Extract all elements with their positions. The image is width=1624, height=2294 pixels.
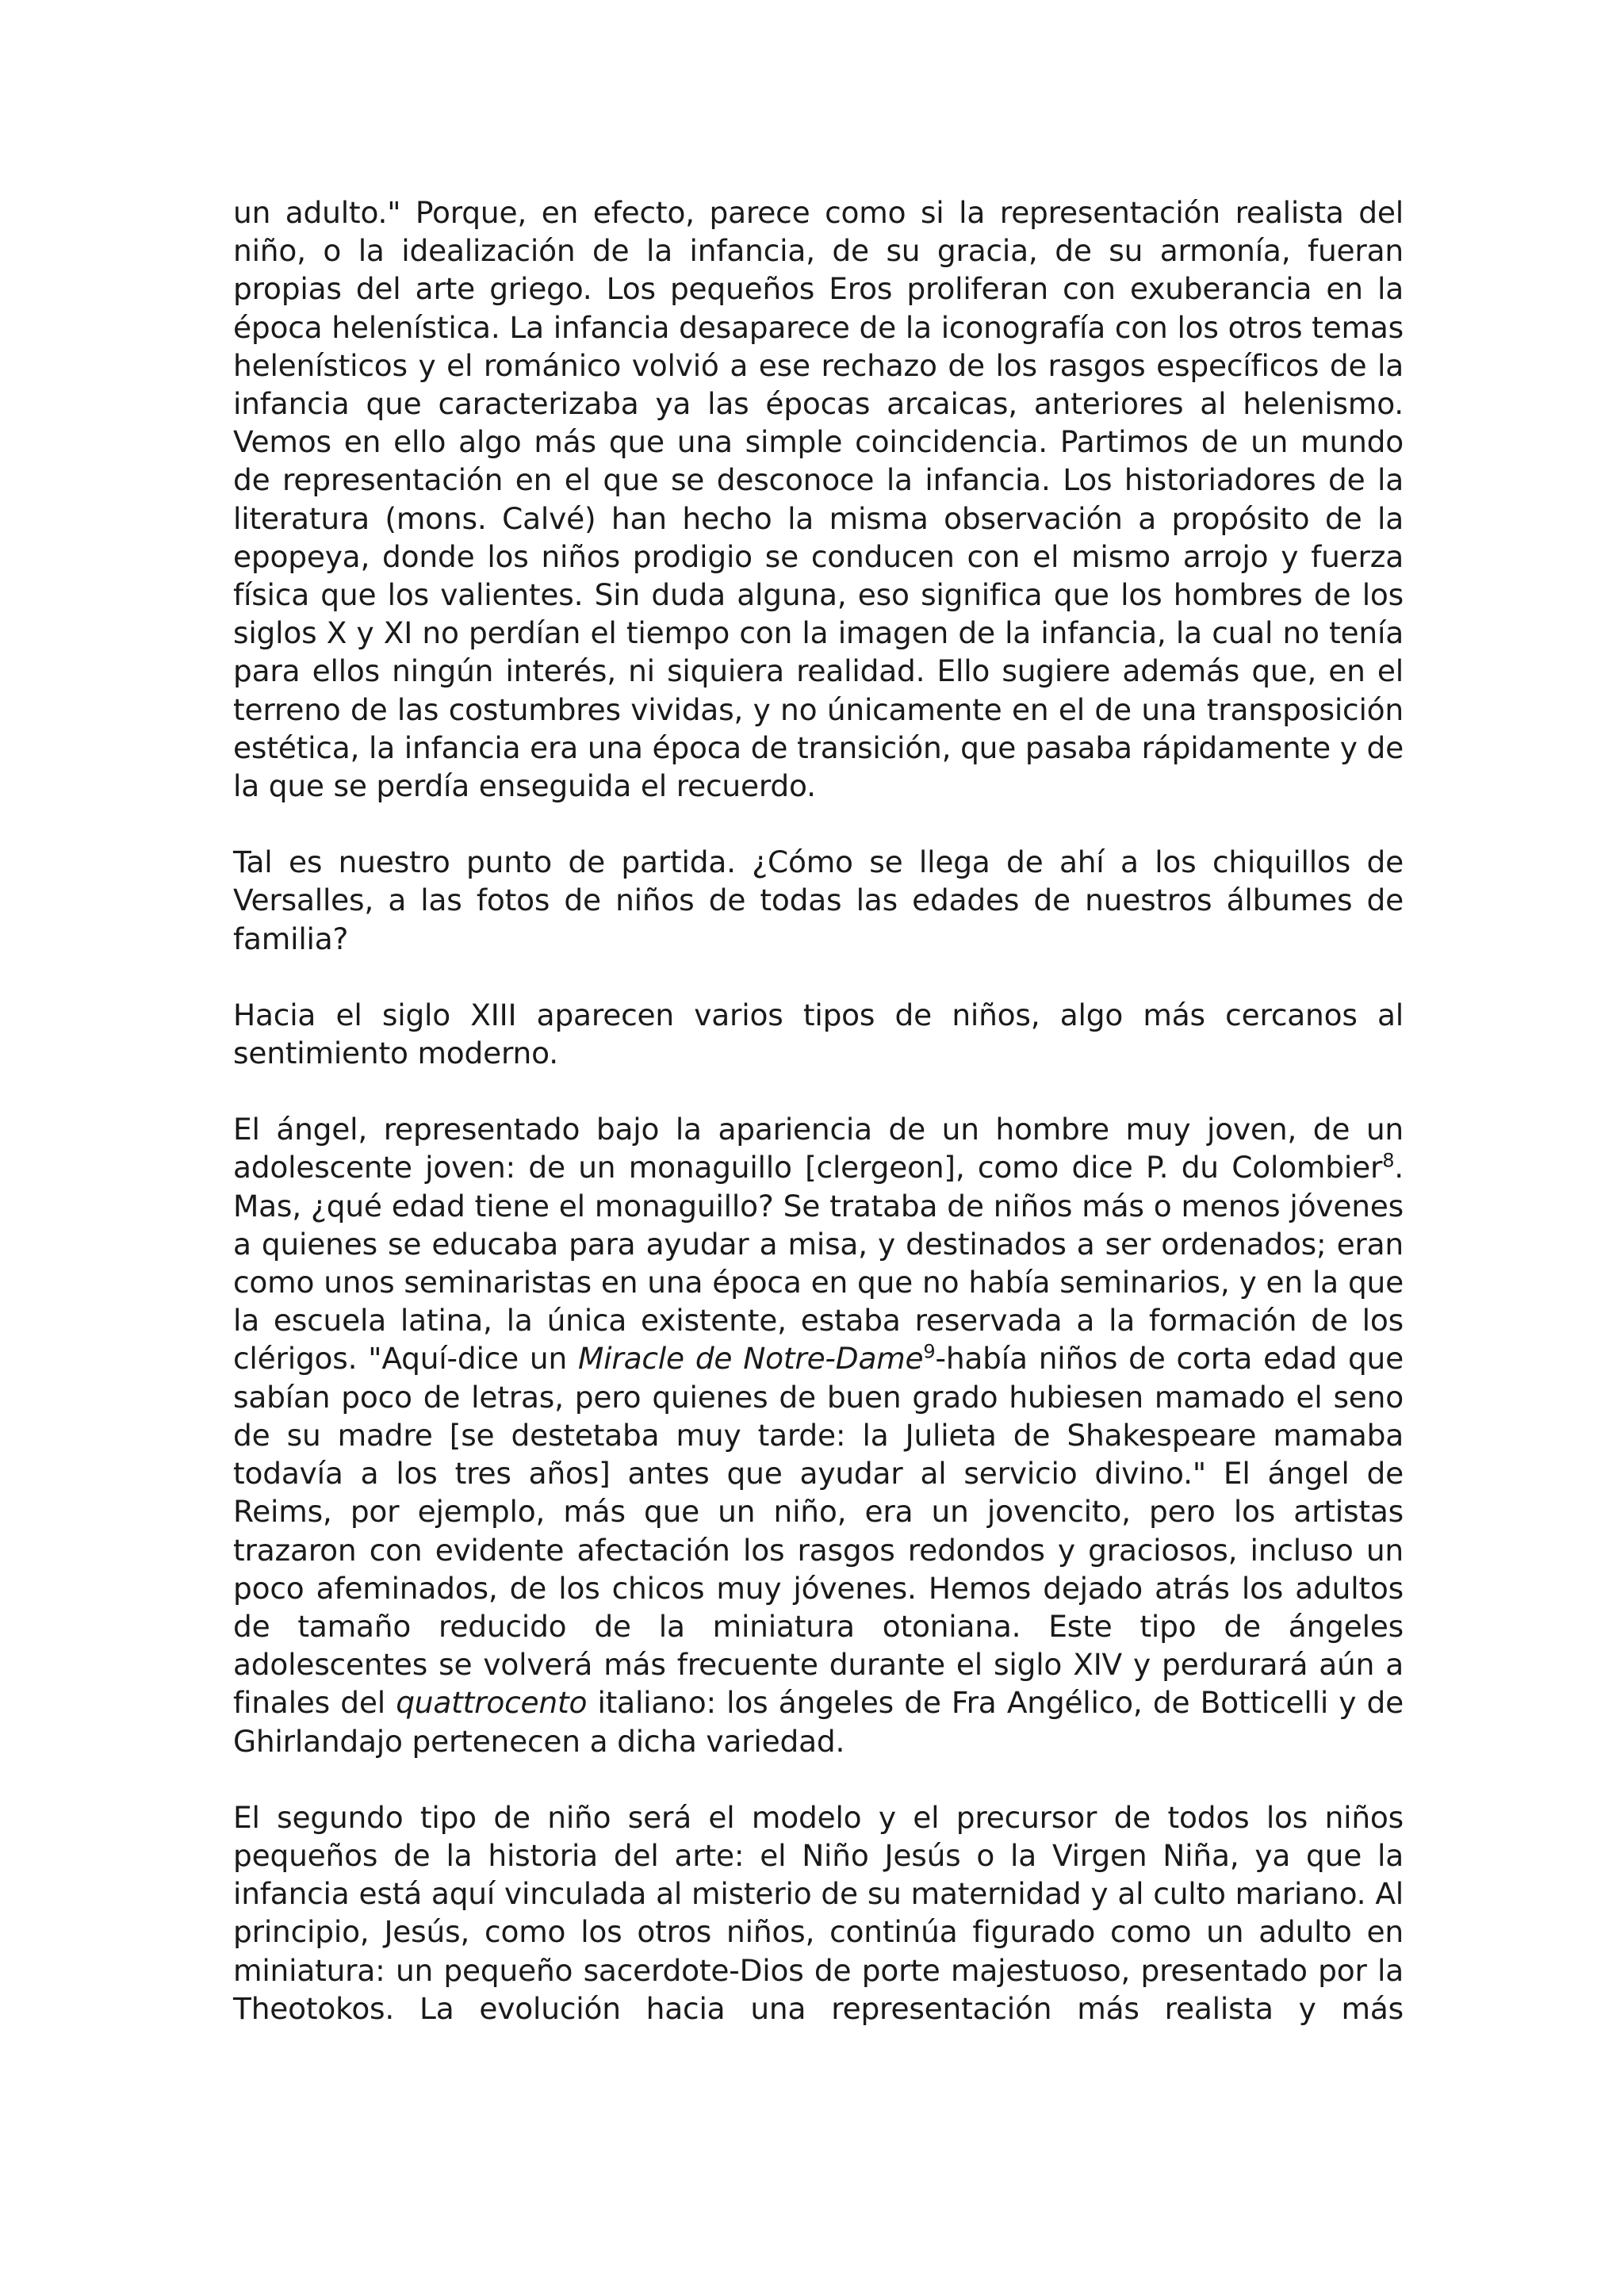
paragraph-4-text-c: -había niños de corta edad que sabían poco de letras, pero quienes de buen grado hubiesen mamado el seno de su madre [se destetaba muy tarde: la Julieta de Shakespeare mamaba todavía a los tres años] antes que ayudar al servicio divino." El ángel de Reims, por ejemplo, más que un niño, era un jovencito, pero los artistas trazaron con evidente afectación los rasgos redondos y graciosos, incluso un poco afeminados, de los chicos muy jóvenes. Hemos dejado atrás los adultos de tamaño reducido de la miniatura otoniana. Este tipo de ángeles adolescentes se volverá más frecuente durante el siglo XIV y perdurará aún a finales del <box>233 1341 1404 1721</box>
paragraph-4-text-b: . Mas, ¿qué edad tiene el monaguillo? Se trataba de niños más o menos jóvenes a quienes se educaba para ayudar a misa, y destinados a ser ordenados; eran como unos seminaristas en una época en que no había seminarios, y en la que la escuela latina, la única existente, estaba reservada a la formación de los clérigos. "Aquí-dice un <box>233 1150 1404 1377</box>
paragraph-2: Tal es nuestro punto de partida. ¿Cómo se llega de ahí a los chiquillos de Versalles, a las fotos de niños de todas las edades de nuestros álbumes de familia? <box>233 844 1404 956</box>
work-title-miracle: Miracle de Notre-Dame <box>578 1341 924 1377</box>
paragraph-3: Hacia el siglo XIII aparecen varios tipos de niños, algo más cercanos al sentimiento moderno. <box>233 997 1404 1071</box>
paragraph-1: un adulto." Porque, en efecto, parece como si la representación realista del niño, o la idealización de la infancia, de su gracia, de su armonía, fueran propias del arte griego. Los pequeños Eros proliferan con exuberancia en la época helenística. La infancia desaparece de la iconografía con los otros temas helenísticos y el románico volvió a ese rechazo de los rasgos específicos de la infancia que caracterizaba ya las épocas arcaicas, anteriores al helenismo. Vemos en ello algo más que una simple coincidencia. Partimos de un mundo de representación en el que se desconoce la infancia. Los historiadores de la literatura (mons. Calvé) han hecho la misma observación a propósito de la epopeya, donde los niños prodigio se conducen con el mismo arrojo y fuerza física que los valientes. Sin duda alguna, eso significa que los hombres de los siglos X y XI no perdían el tiempo con la imagen de la infancia, la cual no tenía para ellos ningún interés, ni siquiera realidad. Ello sugiere además que, en el terreno de las costumbres vividas, y no únicamente en el de una transposición estética, la infancia era una época de transición, que pasaba rápidamente y de la que se perdía enseguida el recuerdo. <box>233 195 1404 804</box>
paragraph-4 <box>233 1110 1404 1760</box>
paragraph-4-text-d: italiano: los ángeles de Fra Angélico, de Botticelli y de Ghirlandajo pertenecen a dicha variedad. <box>233 1685 1404 1759</box>
paragraph-5: El segundo tipo de niño será el modelo y el precursor de todos los niños pequeños de la historia del arte: el Niño Jesús o la Virgen Niña, ya que la infancia está aquí vinculada al misterio de su maternidad y al culto mariano. Al principio, Jesús, como los otros niños, continúa figurado como un adulto en miniatura: un pequeño sacerdote-Dios de porte majestuoso, presentado por la Theotokos. La evolución hacia una representación más realista y más <box>233 1799 1404 2026</box>
document-page <box>233 193 1404 2028</box>
footnote-ref-8: 8 <box>1382 1149 1395 1172</box>
term-quattrocento: quattrocento <box>396 1685 588 1721</box>
paragraph-4-text-a: El ángel, representado bajo la apariencia de un hombre muy joven, de un adolescente joven: de un monaguillo [clergeon], como dice P. du Colombier <box>233 1112 1404 1185</box>
footnote-ref-9: 9 <box>923 1340 936 1363</box>
